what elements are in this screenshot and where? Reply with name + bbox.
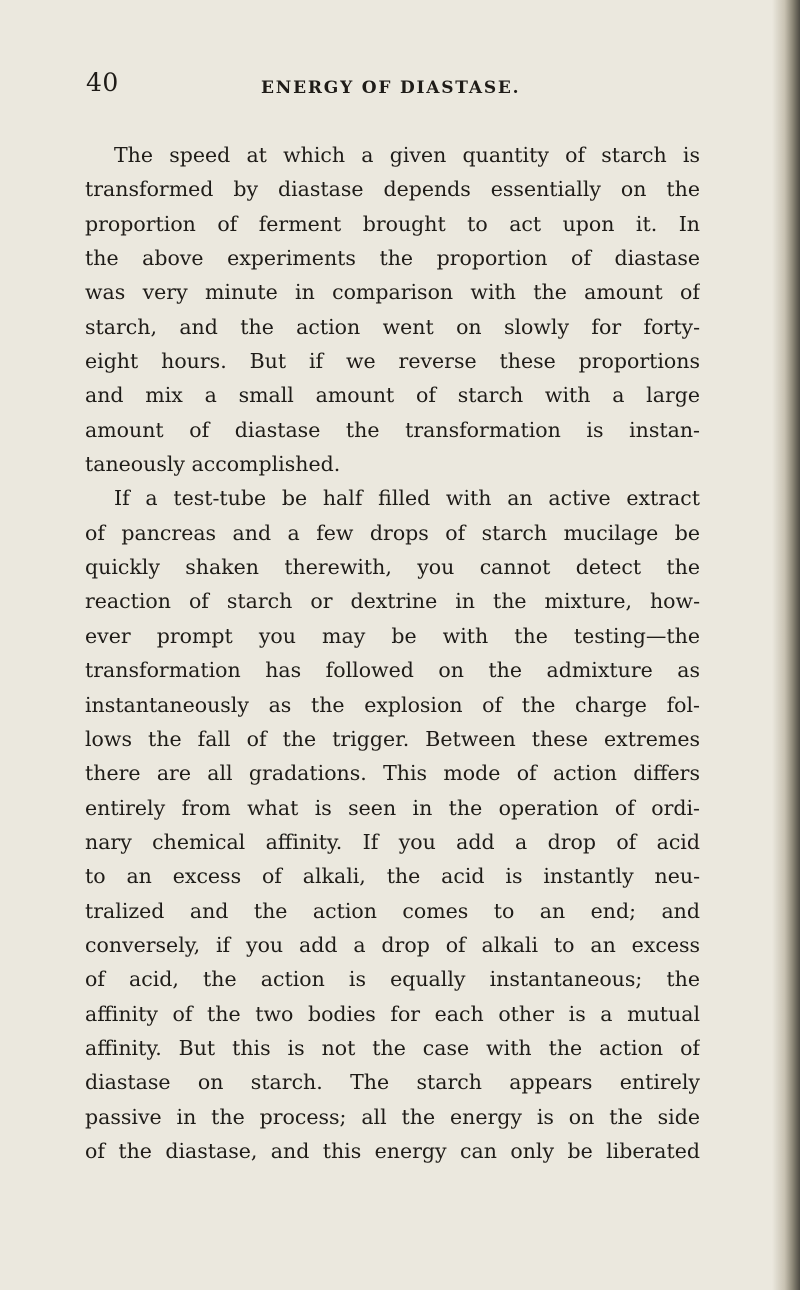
text-line: proportion of ferment brought to act upon it. In — [85, 211, 700, 236]
text-line: passive in the process; all the energy is on the side — [85, 1104, 700, 1129]
text-line: the above experiments the proportion of diastase — [85, 246, 700, 271]
text-line: conversely, if you add a drop of alkali to an excess — [85, 932, 700, 957]
text-line: taneously accomplished. — [85, 452, 341, 477]
text-line: tralized and the action comes to an end; and — [85, 898, 700, 923]
text-line: The speed at which a given quantity of starch is — [114, 143, 700, 167]
text-line: If a test-tube be half filled with an active extract — [114, 486, 700, 511]
text-line: there are all gradations. This mode of action differs — [85, 761, 700, 786]
text-line: diastase on starch. The starch appears entirely — [85, 1070, 700, 1095]
text-line: affinity. But this is not the case with the action of — [85, 1035, 700, 1060]
text-line: nary chemical affinity. If you add a drop of acid — [85, 829, 700, 854]
text-line: entirely from what is seen in the operation of ordi- — [85, 795, 700, 820]
text-line: of the diastase, and this energy can only be liberated — [85, 1138, 700, 1163]
text-line: eight hours. But if we reverse these proportions — [85, 349, 700, 374]
paragraph-2 — [85, 481, 700, 1168]
text-line: and mix a small amount of starch with a large — [85, 383, 700, 408]
text-line: ever prompt you may be with the testing—the — [85, 623, 700, 648]
text-line: of pancreas and a few drops of starch mucilage be — [85, 520, 700, 545]
text-line: lows the fall of the trigger. Between these extremes — [85, 726, 700, 751]
text-line: of acid, the action is equally instantaneous; the — [85, 967, 700, 992]
text-line: quickly shaken therewith, you cannot detect the — [85, 555, 700, 580]
page-number: 40 — [86, 68, 119, 97]
paragraph-1 — [85, 138, 700, 481]
text-line: transformed by diastase depends essentially on the — [85, 177, 700, 202]
page-edge-shadow — [772, 0, 800, 1290]
text-line: transformation has followed on the admixture as — [85, 658, 700, 683]
text-line: affinity of the two bodies for each other is a mutual — [85, 1001, 700, 1026]
text-line: starch, and the action went on slowly for forty- — [85, 314, 700, 339]
page-header — [86, 68, 706, 108]
text-line: instantaneously as the explosion of the charge fol- — [85, 692, 700, 717]
running-head: ENERGY OF DIASTASE. — [261, 78, 521, 98]
text-line: was very minute in comparison with the amount of — [85, 280, 700, 305]
text-line: reaction of starch or dextrine in the mixture, how- — [85, 589, 700, 614]
body-text — [85, 138, 700, 1168]
text-line: amount of diastase the transformation is instan- — [85, 417, 700, 442]
text-line: to an excess of alkali, the acid is instantly neu- — [85, 864, 700, 889]
